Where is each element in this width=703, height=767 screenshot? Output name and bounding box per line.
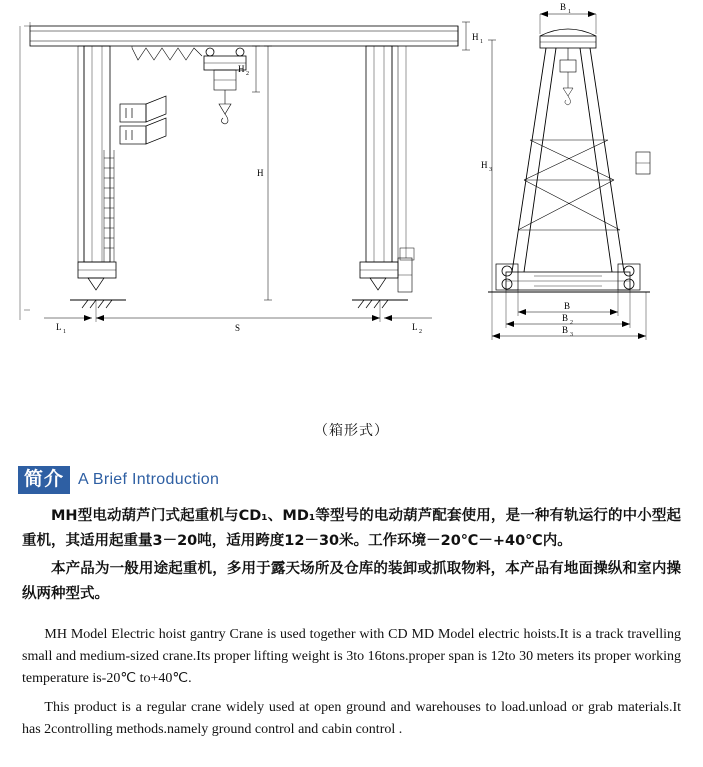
svg-text:2: 2 [570, 320, 573, 326]
chinese-body [22, 504, 681, 608]
dim-label-L2: L [412, 322, 418, 332]
en-paragraph-1: MH Model Electric hoist gantry Crane is used together with CD MD Model electric hoists.It is a track travelling small and medium-sized crane.Its proper lifting weight is 3to 16tons.proper span is 12to 30 meters its proper working temperature is-20℃ to+40℃. [22, 626, 681, 687]
section-heading [18, 466, 703, 494]
svg-text:2: 2 [419, 329, 422, 335]
figure-caption: （箱形式） [314, 423, 389, 439]
en-paragraph-2: This product is a regular crane widely used at open ground and warehouses to load.unload or grab materials.It has 2controlling methods.namely ground control and cabin control . [22, 699, 681, 738]
dim-label-H1: H [472, 32, 479, 42]
cn-paragraph-1: MH型电动葫芦门式起重机与CD₁、MD₁等型号的电动葫芦配套使用，是一种有轨运行的中小型起重机，其适用起重量3－20吨，适用跨度12－30米。工作环境－20℃－+40℃内。 [22, 508, 681, 550]
dim-label-B1: B [560, 2, 567, 12]
dim-label-H3: H [481, 160, 488, 170]
dim-label-H2: H [238, 64, 245, 74]
svg-text:2: 2 [246, 71, 249, 77]
svg-text:1: 1 [480, 39, 483, 45]
dim-label-L1: L [56, 322, 62, 332]
dim-label-B: B [564, 301, 571, 311]
english-body [22, 624, 681, 742]
dim-label-H: H [257, 168, 264, 178]
section-title-en: A Brief Introduction [78, 471, 220, 488]
cn-paragraph-2: 本产品为一般用途起重机，多用于露天场所及仓库的装卸或抓取物料，本产品有地面操纵和室内操纵两种型式。 [22, 560, 681, 603]
svg-text:1: 1 [63, 329, 66, 335]
section-badge-cn: 简介 [18, 466, 70, 494]
dim-label-S: S [235, 323, 241, 333]
svg-text:3: 3 [489, 167, 492, 173]
svg-text:3: 3 [570, 332, 573, 338]
svg-text:1: 1 [568, 9, 571, 15]
dim-label-B2: B [562, 313, 569, 323]
technical-drawing [0, 0, 703, 360]
dim-label-B3: B [562, 325, 569, 335]
